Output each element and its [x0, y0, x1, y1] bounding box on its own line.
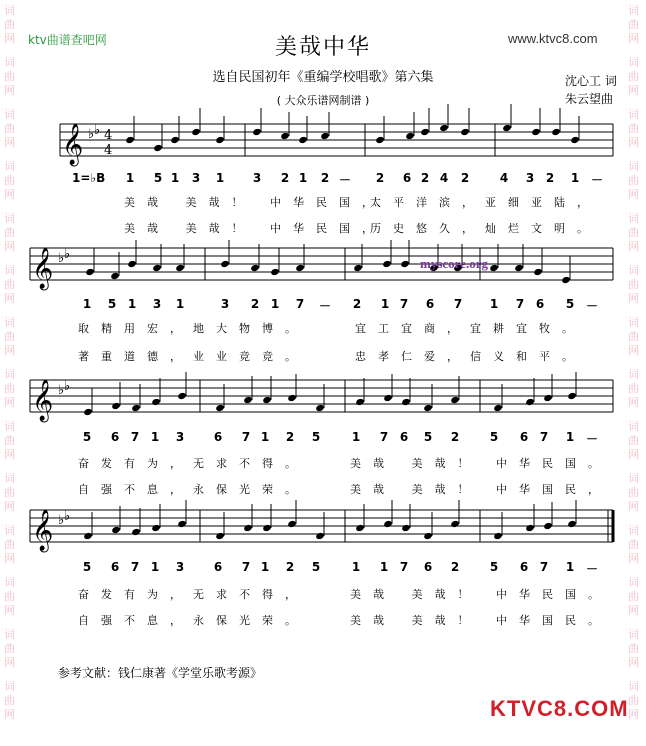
watermark-glyph: 词: [4, 472, 15, 485]
jianpu-note: 7: [379, 430, 389, 444]
watermark-glyph: 曲: [628, 18, 639, 31]
note-head: [175, 264, 185, 272]
jianpu-note: 7: [515, 297, 525, 311]
treble-clef-icon: 𝄞: [32, 510, 54, 551]
jianpu-note: －: [338, 173, 351, 187]
watermark-glyph: 网: [628, 344, 639, 357]
watermark-glyph: 词: [4, 524, 15, 537]
lyric-line: 自强不息，永保光荣。: [78, 483, 308, 496]
jianpu-note: 1: [125, 171, 135, 185]
time-signature-top: 4: [104, 128, 113, 143]
note-head: [315, 532, 325, 540]
composer-credit: 朱云望曲: [565, 92, 614, 106]
watermark-glyph: 网: [4, 656, 15, 669]
note-head: [131, 404, 141, 412]
note-head: [298, 136, 308, 144]
note-head: [243, 524, 253, 532]
jianpu-note: 7: [241, 560, 251, 574]
jianpu-note: 3: [220, 297, 230, 311]
jianpu-note: 5: [153, 171, 163, 185]
watermark-glyph: 曲: [4, 18, 15, 31]
note-head: [423, 532, 433, 540]
watermark-glyph: 词: [4, 680, 15, 693]
note-head: [215, 136, 225, 144]
note-head: [382, 260, 392, 268]
note-head: [353, 264, 363, 272]
watermark-glyph: 词: [4, 368, 15, 381]
watermark-glyph: 词: [4, 576, 15, 589]
jianpu-note: 1: [82, 297, 92, 311]
jianpu-note: 5: [489, 430, 499, 444]
song-subtitle: 选自民国初年《重编学校唱歌》第六集: [212, 70, 434, 85]
note-head: [215, 404, 225, 412]
jianpu-note: 2: [460, 171, 470, 185]
note-head: [262, 396, 272, 404]
watermark-glyph: 网: [4, 500, 15, 513]
watermark-glyph: 词: [628, 212, 639, 225]
lyric-line: 美哉 美哉！ 中华民国。: [350, 588, 611, 601]
watermark-glyph: 词: [628, 316, 639, 329]
watermark-glyph: 曲: [4, 382, 15, 395]
note-head: [355, 524, 365, 532]
note-head: [295, 264, 305, 272]
note-head: [127, 260, 137, 268]
watermark-glyph: 网: [4, 84, 15, 97]
watermark-glyph: 曲: [4, 278, 15, 291]
lyric-line: 自强不息，永保光荣。: [78, 614, 308, 627]
site-logo[interactable]: KTVC8.COM: [490, 696, 629, 721]
jianpu-note: 7: [241, 430, 251, 444]
watermark-glyph: 词: [628, 524, 639, 537]
watermark-glyph: 曲: [4, 226, 15, 239]
jianpu-note: 2: [280, 171, 290, 185]
jianpu-note: 3: [152, 297, 162, 311]
flat-sign-icon: ♭: [94, 123, 101, 138]
jianpu-note: 3: [525, 171, 535, 185]
jianpu-note: 1: [570, 171, 580, 185]
lyric-line: 奋发有为，无求不得。: [78, 457, 308, 470]
jianpu-note: 6: [535, 297, 545, 311]
jianpu-note: 2: [285, 560, 295, 574]
note-head: [110, 272, 120, 280]
note-head: [220, 260, 230, 268]
watermark-glyph: 网: [628, 708, 639, 721]
note-head: [125, 136, 135, 144]
jianpu-note: 2: [545, 171, 555, 185]
lyric-line: 美哉 美哉！ 中华国民，: [350, 483, 611, 496]
watermark-glyph: 词: [628, 368, 639, 381]
note-head: [151, 398, 161, 406]
watermark-glyph: 网: [628, 604, 639, 617]
time-signature-bottom: 4: [104, 143, 113, 158]
note-head: [531, 128, 541, 136]
jianpu-note: 5: [423, 430, 433, 444]
note-head: [191, 128, 201, 136]
jianpu-note: 4: [439, 171, 449, 185]
watermark-glyph: 词: [4, 316, 15, 329]
jianpu-note: 5: [311, 560, 321, 574]
jianpu-note: 3: [175, 430, 185, 444]
watermark-glyph: 词: [4, 212, 15, 225]
jianpu-note: 6: [213, 430, 223, 444]
jianpu-note: 7: [130, 430, 140, 444]
jianpu-note: 1: [215, 171, 225, 185]
note-head: [439, 124, 449, 132]
note-head: [383, 520, 393, 528]
note-head: [383, 394, 393, 402]
jianpu-note: 7: [295, 297, 305, 311]
watermark-glyph: 词: [628, 420, 639, 433]
treble-clef-icon: 𝄞: [32, 248, 54, 289]
jianpu-note: 7: [399, 297, 409, 311]
flat-sign-icon: ♭: [64, 247, 71, 262]
note-head: [493, 532, 503, 540]
note-head: [401, 524, 411, 532]
note-head: [450, 520, 460, 528]
note-head: [375, 136, 385, 144]
note-head: [543, 522, 553, 530]
watermark-glyph: 网: [628, 136, 639, 149]
jianpu-note: 2: [375, 171, 385, 185]
watermark-glyph: 词: [628, 160, 639, 173]
watermark-glyph: 网: [628, 500, 639, 513]
jianpu-note: 3: [252, 171, 262, 185]
watermark-glyph: 曲: [628, 538, 639, 551]
watermark-glyph: 词: [4, 628, 15, 641]
myscore-watermark: myscore.org: [420, 256, 488, 271]
note-head: [525, 524, 535, 532]
watermark-glyph: 曲: [628, 642, 639, 655]
jianpu-note: 1: [260, 560, 270, 574]
flat-sign-icon: ♭: [64, 379, 71, 394]
watermark-glyph: 词: [4, 160, 15, 173]
jianpu-note: 2: [450, 430, 460, 444]
note-head: [489, 264, 499, 272]
jianpu-note: 2: [352, 297, 362, 311]
note-head: [450, 396, 460, 404]
watermark-glyph: 曲: [4, 694, 15, 707]
note-head: [287, 394, 297, 402]
note-head: [287, 520, 297, 528]
jianpu-note: 5: [82, 560, 92, 574]
jianpu-note: 2: [250, 297, 260, 311]
treble-clef-icon: 𝄞: [62, 124, 84, 165]
reference-note: 参考文献：钱仁康著《学堂乐歌考源》: [58, 666, 263, 680]
lyric-line: 美哉 美哉！ 中华民国，: [124, 196, 385, 209]
watermark-glyph: 网: [4, 32, 15, 45]
watermark-glyph: 词: [628, 576, 639, 589]
note-head: [423, 404, 433, 412]
note-head: [131, 528, 141, 536]
jianpu-note: 7: [539, 430, 549, 444]
note-head: [320, 132, 330, 140]
jianpu-note: 2: [285, 430, 295, 444]
lyric-line: 忠孝仁爱，信义和平。: [355, 350, 585, 363]
treble-clef-icon: 𝄞: [32, 380, 54, 421]
note-head: [570, 136, 580, 144]
jianpu-note: 5: [489, 560, 499, 574]
jianpu-note: 1: [565, 560, 575, 574]
watermark-glyph: 网: [4, 136, 15, 149]
note-head: [252, 128, 262, 136]
watermark-glyph: 词: [628, 264, 639, 277]
lyric-line: 美哉 美哉！ 中华民国，: [124, 222, 385, 235]
jianpu-note: 1: [351, 430, 361, 444]
note-head: [83, 532, 93, 540]
watermark-glyph: 曲: [628, 694, 639, 707]
jianpu-note: 6: [423, 560, 433, 574]
jianpu-note: 1: [260, 430, 270, 444]
jianpu-note: 5: [107, 297, 117, 311]
watermark-glyph: 词: [628, 628, 639, 641]
jianpu-note: 1: [150, 430, 160, 444]
watermark-glyph: 曲: [4, 330, 15, 343]
watermark-glyph: 网: [4, 396, 15, 409]
watermark-glyph: 词: [4, 108, 15, 121]
watermark-glyph: 词: [4, 56, 15, 69]
note-head: [401, 398, 411, 406]
watermark-glyph: 词: [628, 108, 639, 121]
jianpu-note: 6: [402, 171, 412, 185]
jianpu-note: －: [590, 173, 603, 187]
watermark-glyph: 词: [4, 4, 15, 17]
note-head: [250, 264, 260, 272]
note-head: [460, 128, 470, 136]
note-head: [315, 404, 325, 412]
jianpu-note: 4: [499, 171, 509, 185]
watermark-glyph: 网: [628, 188, 639, 201]
note-head: [502, 124, 512, 132]
jianpu-note: 6: [425, 297, 435, 311]
site-url-right[interactable]: www.ktvc8.com: [508, 31, 598, 46]
watermark-glyph: 曲: [628, 330, 639, 343]
jianpu-note: 7: [453, 297, 463, 311]
note-head: [405, 132, 415, 140]
jianpu-note: 3: [191, 171, 201, 185]
jianpu-note: 1: [150, 560, 160, 574]
note-head: [83, 408, 93, 416]
watermark-glyph: 曲: [4, 538, 15, 551]
watermark-glyph: 曲: [628, 382, 639, 395]
jianpu-note: 5: [82, 430, 92, 444]
watermark-glyph: 网: [4, 604, 15, 617]
note-head: [152, 264, 162, 272]
watermark-glyph: 网: [4, 344, 15, 357]
note-head: [85, 268, 95, 276]
jianpu-note: －: [318, 299, 331, 313]
watermark-glyph: 网: [4, 448, 15, 461]
watermark-glyph: 网: [4, 552, 15, 565]
watermark-glyph: 网: [4, 188, 15, 201]
watermark-glyph: 网: [628, 84, 639, 97]
watermark-glyph: 曲: [628, 278, 639, 291]
jianpu-note: 1: [351, 560, 361, 574]
watermark-glyph: 网: [628, 552, 639, 565]
flat-sign-icon: ♭: [58, 383, 65, 398]
note-head: [493, 404, 503, 412]
watermark-glyph: 曲: [4, 122, 15, 135]
jianpu-note: 1: [298, 171, 308, 185]
jianpu-note: 6: [519, 560, 529, 574]
watermark-glyph: 网: [628, 448, 639, 461]
note-head: [525, 398, 535, 406]
note-head: [177, 520, 187, 528]
lyric-line: 太平洋滨，亚细亚陆，: [370, 196, 600, 209]
lyric-line: 著重道德，业业竞竞。: [78, 350, 308, 363]
note-head: [420, 128, 430, 136]
jianpu-note: 1: [380, 297, 390, 311]
jianpu-note: 1: [565, 430, 575, 444]
jianpu-note: －: [585, 299, 598, 313]
jianpu-note: 1: [270, 297, 280, 311]
score-maker: ( 大众乐谱网制谱 ): [276, 94, 370, 107]
jianpu-note: 1: [379, 560, 389, 574]
watermark-glyph: 词: [628, 472, 639, 485]
note-head: [262, 524, 272, 532]
watermark-glyph: 曲: [628, 226, 639, 239]
jianpu-note: 6: [110, 430, 120, 444]
jianpu-note: 1: [175, 297, 185, 311]
site-name-left[interactable]: ktv曲谱查吧网: [28, 33, 107, 47]
flat-sign-icon: ♭: [58, 251, 65, 266]
song-title: 美哉中华: [274, 35, 371, 60]
lyric-line: 奋发有为，无求不得，: [78, 588, 308, 601]
note-head: [551, 128, 561, 136]
jianpu-note: －: [585, 432, 598, 446]
note-head: [567, 392, 577, 400]
jianpu-note: 7: [130, 560, 140, 574]
note-head: [514, 264, 524, 272]
key-signature: 1=♭B: [72, 171, 106, 185]
note-head: [280, 132, 290, 140]
jianpu-note: 6: [110, 560, 120, 574]
jianpu-note: 1: [127, 297, 137, 311]
watermark-glyph: 曲: [628, 70, 639, 83]
watermark-glyph: 词: [4, 264, 15, 277]
watermark-glyph: 网: [628, 240, 639, 253]
note-head: [567, 520, 577, 528]
jianpu-note: 1: [170, 171, 180, 185]
jianpu-note: 5: [565, 297, 575, 311]
watermark-glyph: 曲: [628, 174, 639, 187]
note-head: [543, 394, 553, 402]
lyric-line: 宜工宜商，宜耕宜牧。: [355, 322, 585, 335]
watermark-glyph: 曲: [4, 486, 15, 499]
jianpu-note: 2: [320, 171, 330, 185]
watermark-glyph: 曲: [628, 590, 639, 603]
jianpu-note: 5: [311, 430, 321, 444]
watermark-glyph: 曲: [4, 174, 15, 187]
jianpu-note: 6: [213, 560, 223, 574]
jianpu-note: 7: [539, 560, 549, 574]
watermark-glyph: 词: [628, 56, 639, 69]
lyric-line: 美哉 美哉！ 中华国民。: [350, 614, 611, 627]
watermark-glyph: 曲: [4, 642, 15, 655]
jianpu-note: －: [585, 562, 598, 576]
watermark-glyph: 曲: [4, 434, 15, 447]
watermark-glyph: 网: [628, 32, 639, 45]
watermark-glyph: 曲: [4, 70, 15, 83]
jianpu-note: 6: [519, 430, 529, 444]
jianpu-note: 2: [420, 171, 430, 185]
note-head: [355, 398, 365, 406]
note-head: [215, 532, 225, 540]
note-head: [243, 396, 253, 404]
note-head: [533, 268, 543, 276]
jianpu-note: 7: [399, 560, 409, 574]
flat-sign-icon: ♭: [58, 513, 65, 528]
note-head: [170, 136, 180, 144]
watermark-glyph: 曲: [628, 434, 639, 447]
flat-sign-icon: ♭: [64, 509, 71, 524]
watermark-glyph: 曲: [628, 486, 639, 499]
note-head: [177, 392, 187, 400]
note-head: [270, 268, 280, 276]
watermark-glyph: 网: [4, 292, 15, 305]
note-head: [111, 526, 121, 534]
lyric-line: 美哉 美哉！ 中华民国。: [350, 457, 611, 470]
watermark-glyph: 网: [628, 396, 639, 409]
jianpu-note: 1: [489, 297, 499, 311]
watermark-glyph: 词: [628, 680, 639, 693]
watermark-glyph: 曲: [4, 590, 15, 603]
watermark-glyph: 曲: [628, 122, 639, 135]
note-head: [111, 402, 121, 410]
watermark-glyph: 网: [4, 708, 15, 721]
watermark-glyph: 词: [4, 420, 15, 433]
watermark-glyph: 词: [628, 4, 639, 17]
flat-sign-icon: ♭: [88, 127, 95, 142]
watermark-glyph: 网: [628, 656, 639, 669]
jianpu-note: 3: [175, 560, 185, 574]
note-head: [561, 276, 571, 284]
watermark-glyph: 网: [4, 240, 15, 253]
jianpu-note: 2: [450, 560, 460, 574]
watermark-glyph: 网: [628, 292, 639, 305]
lyricist-credit: 沈心工 词: [565, 74, 617, 88]
note-head: [153, 144, 163, 152]
lyric-line: 历史悠久，灿烂文明。: [370, 222, 600, 235]
note-head: [151, 524, 161, 532]
jianpu-note: 6: [399, 430, 409, 444]
lyric-line: 取精用宏，地大物博。: [78, 322, 308, 335]
note-head: [400, 260, 410, 268]
